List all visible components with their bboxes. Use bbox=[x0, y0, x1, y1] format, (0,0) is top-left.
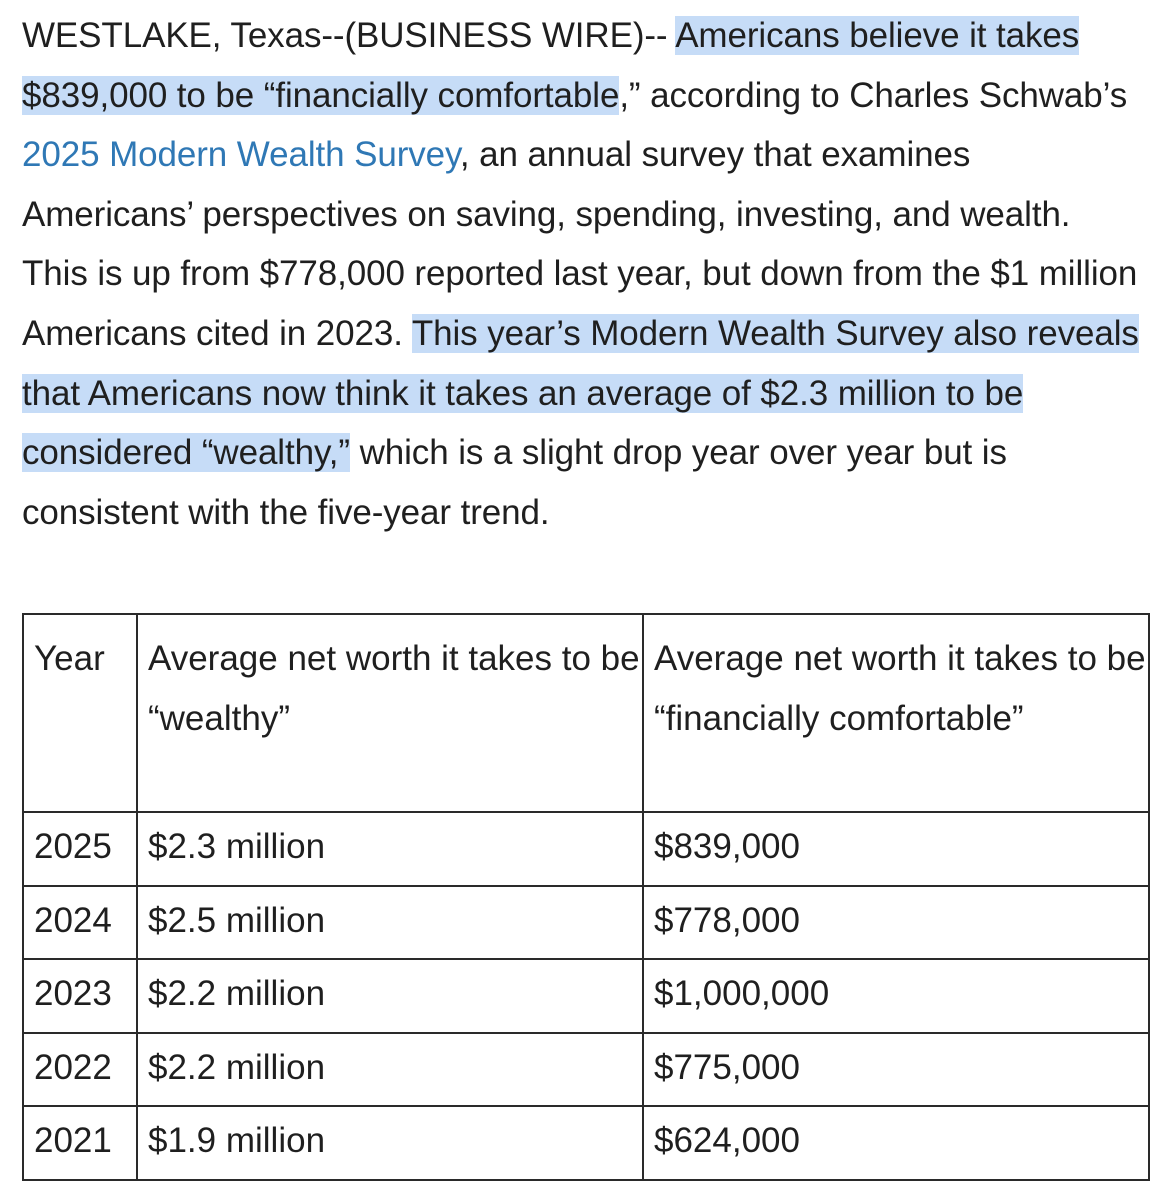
cell-comfortable: $778,000 bbox=[643, 886, 1149, 960]
highlighted-text-wealthy[interactable]: This year’s Modern Wealth Survey also reveals that Americans now think it takes an average of $2.3 million to be considered “wealthy,” bbox=[22, 313, 1139, 473]
paragraph-text: , an annual survey that examines Americans’ perspectives on saving, spending, investing, and wealth. This is up from $778,000 reported last year, but down from the $1 million Americans cited in 2023. bbox=[22, 135, 1138, 353]
cell-year: 2022 bbox=[23, 1033, 137, 1107]
cell-year: 2025 bbox=[23, 812, 137, 886]
article-paragraph bbox=[22, 6, 1142, 542]
cell-wealthy: $2.3 million bbox=[137, 812, 643, 886]
paragraph-text: ,” according to Charles Schwab’s bbox=[619, 75, 1128, 115]
cell-wealthy: $2.2 million bbox=[137, 1033, 643, 1107]
cell-comfortable: $775,000 bbox=[643, 1033, 1149, 1107]
cell-year: 2023 bbox=[23, 959, 137, 1033]
dateline: WESTLAKE, Texas--(BUSINESS WIRE)-- bbox=[22, 16, 676, 55]
table-header-row bbox=[23, 614, 1149, 812]
cell-year: 2021 bbox=[23, 1106, 137, 1180]
header-wealthy: Average net worth it takes to be “wealthy” bbox=[137, 614, 643, 812]
wealth-table bbox=[22, 613, 1150, 1181]
article-body bbox=[22, 6, 1142, 542]
table-row bbox=[23, 1106, 1149, 1180]
cell-comfortable: $1,000,000 bbox=[643, 959, 1149, 1033]
header-year: Year bbox=[23, 614, 137, 812]
cell-wealthy: $1.9 million bbox=[137, 1106, 643, 1180]
cell-comfortable: $624,000 bbox=[643, 1106, 1149, 1180]
header-comfortable: Average net worth it takes to be “financially comfortable” bbox=[643, 614, 1149, 812]
highlighted-text-comfortable[interactable]: Americans believe it takes $839,000 to be “financially comfortable bbox=[22, 16, 1080, 115]
paragraph-text: which is a slight drop year over year but is consistent with the five-year trend. bbox=[22, 433, 1007, 532]
cell-wealthy: $2.5 million bbox=[137, 886, 643, 960]
table-row bbox=[23, 1033, 1149, 1107]
wealth-table-container bbox=[22, 613, 1150, 1181]
survey-link[interactable]: 2025 Modern Wealth Survey bbox=[22, 135, 460, 175]
table-row bbox=[23, 886, 1149, 960]
cell-year: 2024 bbox=[23, 886, 137, 960]
cell-comfortable: $839,000 bbox=[643, 812, 1149, 886]
table-row bbox=[23, 812, 1149, 886]
table-row bbox=[23, 959, 1149, 1033]
cell-wealthy: $2.2 million bbox=[137, 959, 643, 1033]
